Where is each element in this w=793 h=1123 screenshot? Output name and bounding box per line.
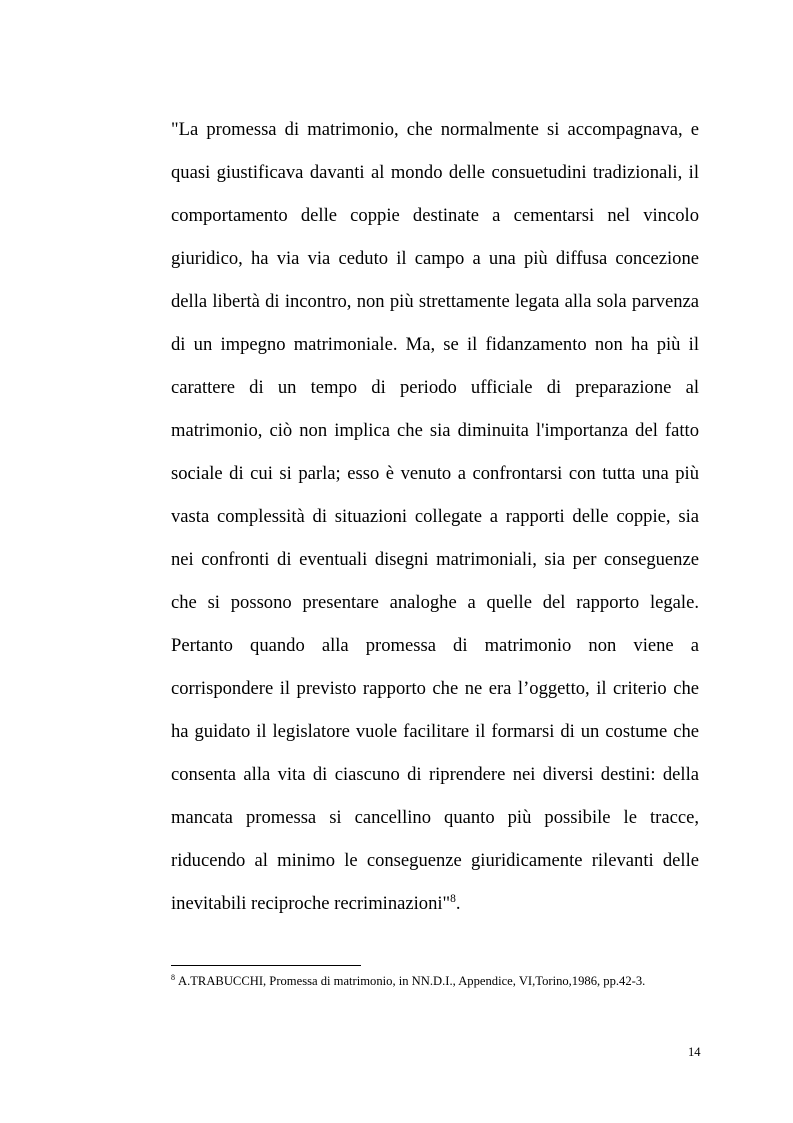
body-last-line bbox=[171, 893, 699, 915]
footnote-number: 8 bbox=[171, 972, 175, 982]
body-line: Pertanto quando alla promessa di matrimonio non viene a bbox=[171, 635, 699, 656]
body-line: riducendo al minimo le conseguenze giuridicamente rilevanti delle bbox=[171, 850, 699, 871]
footnote-text: A.TRABUCCHI, Promessa di matrimonio, in NN.D.I., Appendice, VI,Torino,1986, pp.42-3. bbox=[178, 974, 646, 988]
body-line: "La promessa di matrimonio, che normalmente si accompagnava, e bbox=[171, 119, 699, 140]
body-line: nei confronti di eventuali disegni matrimoniali, sia per conseguenze bbox=[171, 549, 699, 570]
body-line: quasi giustificava davanti al mondo delle consuetudini tradizionali, il bbox=[171, 162, 699, 183]
body-line: della libertà di incontro, non più strettamente legata alla sola parvenza bbox=[171, 291, 699, 312]
body-line: vasta complessità di situazioni collegate a rapporti delle coppie, sia bbox=[171, 506, 699, 527]
body-line: che si possono presentare analoghe a quelle del rapporto legale. bbox=[171, 592, 699, 613]
body-line: mancata promessa si cancellino quanto più possibile le tracce, bbox=[171, 807, 699, 828]
body-line: consenta alla vita di ciascuno di riprendere nei diversi destini: della bbox=[171, 764, 699, 785]
footnote-separator bbox=[171, 965, 361, 966]
body-line: corrispondere il previsto rapporto che ne era l’oggetto, il criterio che bbox=[171, 678, 699, 699]
body-line: sociale di cui si parla; esso è venuto a confrontarsi con tutta una più bbox=[171, 463, 699, 484]
page-number: 14 bbox=[688, 1045, 701, 1059]
last-line-end: . bbox=[455, 893, 461, 914]
body-line: carattere di un tempo di periodo ufficiale di preparazione al bbox=[171, 377, 699, 398]
footnote bbox=[171, 972, 731, 990]
last-line-text: inevitabili reciproche recriminazioni" bbox=[171, 893, 451, 914]
body-line: matrimonio, ciò non implica che sia diminuita l'importanza del fatto bbox=[171, 420, 699, 441]
body-line: comportamento delle coppie destinate a cementarsi nel vincolo bbox=[171, 205, 699, 226]
body-line: giuridico, ha via via ceduto il campo a una più diffusa concezione bbox=[171, 248, 699, 269]
body-line: ha guidato il legislatore vuole facilitare il formarsi di un costume che bbox=[171, 721, 699, 742]
footnote-reference[interactable]: 8 bbox=[450, 892, 456, 905]
body-line: di un impegno matrimoniale. Ma, se il fidanzamento non ha più il bbox=[171, 334, 699, 355]
